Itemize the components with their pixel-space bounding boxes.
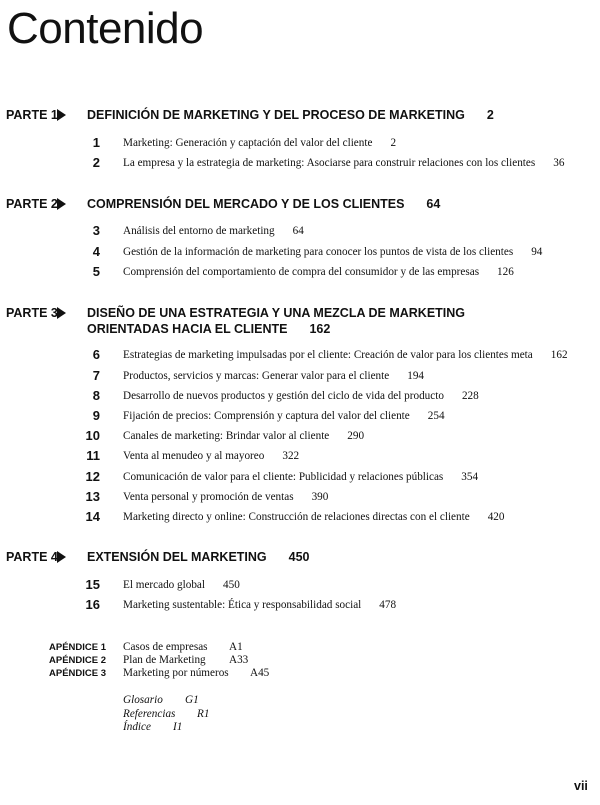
appendix-label: APÉNDICE 1 <box>49 642 107 653</box>
chapter-title: Estrategias de marketing impulsadas por el cliente: Creación de valor para los clientes meta 162 <box>123 349 568 361</box>
toc-entry <box>0 155 600 171</box>
part-title: DISEÑO DE UNA ESTRATEGIA Y UNA MEZCLA DE MARKETING ORIENTADAS HACIA EL CLIENTE 162 <box>87 306 466 336</box>
toc-entry <box>0 489 600 505</box>
back-matter-title: Índice <box>123 721 151 733</box>
chapter-number: 8 <box>92 388 100 403</box>
chapter-number: 13 <box>85 489 100 504</box>
part-title: DEFINICIÓN DE MARKETING Y DEL PROCESO DE MARKETING 2 <box>87 108 494 122</box>
toc-entry <box>0 597 600 613</box>
chapter-number: 5 <box>92 264 100 279</box>
chapter-title: Comprensión del comportamiento de compra del consumidor y de las empresas 126 <box>123 266 514 278</box>
chapter-title: Productos, servicios y marcas: Generar valor para el cliente 194 <box>123 370 424 382</box>
chapter-number: 16 <box>85 597 100 612</box>
chapter-number: 15 <box>85 577 100 592</box>
back-matter-entry <box>123 720 183 734</box>
chapter-page: 228 <box>461 390 479 402</box>
part-label: PARTE 1 <box>6 108 58 122</box>
chapter-title: Análisis del entorno de marketing 64 <box>123 225 304 237</box>
chapter-number: 12 <box>85 469 100 484</box>
triangle-arrow-icon <box>57 198 66 210</box>
toc-entry <box>0 448 600 464</box>
toc-entry <box>0 264 600 280</box>
part-label: PARTE 3 <box>6 306 58 320</box>
chapter-number: 10 <box>85 428 100 443</box>
part-title: COMPRENSIÓN DEL MERCADO Y DE LOS CLIENTES 64 <box>87 197 441 211</box>
toc-entry <box>0 428 600 444</box>
chapter-page: 126 <box>497 266 514 278</box>
appendix-label: APÉNDICE 3 <box>49 668 107 679</box>
chapter-page: 420 <box>487 511 505 523</box>
part-label: PARTE 2 <box>6 197 58 211</box>
back-matter-entry <box>123 707 210 721</box>
back-matter-page: R1 <box>197 708 210 720</box>
chapter-number: 4 <box>92 244 100 259</box>
chapter-page: 162 <box>550 349 568 361</box>
chapter-title: Marketing sustentable: Ética y responsabilidad social 478 <box>123 599 397 611</box>
chapter-page: 36 <box>553 157 565 169</box>
back-matter-entry <box>123 693 199 707</box>
chapter-title: Marketing directo y online: Construcción de relaciones directas con el cliente 420 <box>123 511 505 523</box>
chapter-page: 2 <box>390 137 397 149</box>
appendix-title: Marketing por números <box>123 667 229 679</box>
chapter-page: 194 <box>407 370 424 382</box>
appendix-page: A33 <box>229 654 249 666</box>
chapter-page: 450 <box>223 579 240 591</box>
chapter-title: Venta personal y promoción de ventas 390 <box>123 491 329 503</box>
chapter-number: 14 <box>85 509 100 524</box>
appendix-entry <box>0 666 600 682</box>
chapter-page: 478 <box>379 599 397 611</box>
part-page: 450 <box>288 550 310 564</box>
appendix-title: Plan de Marketing <box>123 654 206 666</box>
appendix-title: Casos de empresas <box>123 641 208 653</box>
toc-entry <box>0 469 600 485</box>
toc-entry <box>0 347 600 363</box>
toc-entry <box>0 408 600 424</box>
chapter-page: 64 <box>292 225 304 237</box>
part-title: EXTENSIÓN DEL MARKETING 450 <box>87 550 310 564</box>
chapter-title: Canales de marketing: Brindar valor al cliente 290 <box>123 430 365 442</box>
chapter-page: 354 <box>461 471 479 483</box>
part-page: 64 <box>426 197 441 211</box>
back-matter-title: Referencias <box>123 708 176 720</box>
part-label: PARTE 4 <box>6 550 58 564</box>
toc-entry <box>0 368 600 384</box>
appendix-page: A45 <box>250 667 270 679</box>
chapter-page: 322 <box>282 450 300 462</box>
chapter-number: 3 <box>92 223 100 238</box>
chapter-title: Comunicación de valor para el cliente: Publicidad y relaciones públicas 354 <box>123 471 479 483</box>
chapter-page: 290 <box>347 430 365 442</box>
chapter-page: 94 <box>531 246 543 258</box>
toc-entry <box>0 223 600 239</box>
back-matter-page: G1 <box>185 694 199 706</box>
toc-entry <box>0 135 600 151</box>
chapter-title: Desarrollo de nuevos productos y gestión del ciclo de vida del producto 228 <box>123 390 479 402</box>
toc-entry <box>0 577 600 593</box>
triangle-arrow-icon <box>57 307 66 319</box>
triangle-arrow-icon <box>57 109 66 121</box>
chapter-title: El mercado global 450 <box>123 579 240 591</box>
chapter-title: Gestión de la información de marketing para conocer los puntos de vista de los clientes 94 <box>123 246 543 258</box>
page-folio: vii <box>574 779 588 793</box>
appendix-page: A1 <box>229 641 243 653</box>
chapter-page: 254 <box>427 410 445 422</box>
chapter-title: Fijación de precios: Comprensión y captura del valor del cliente 254 <box>123 410 445 422</box>
chapter-title: Marketing: Generación y captación del valor del cliente 2 <box>123 137 397 149</box>
part-page: 2 <box>486 108 494 122</box>
triangle-arrow-icon <box>57 551 66 563</box>
part-page: 162 <box>309 322 331 336</box>
chapter-number: 1 <box>92 135 100 150</box>
toc-entry <box>0 388 600 404</box>
chapter-number: 7 <box>92 368 100 383</box>
chapter-number: 2 <box>92 155 100 170</box>
chapter-title: Venta al menudeo y al mayoreo 322 <box>123 450 300 462</box>
toc-entry <box>0 509 600 525</box>
back-matter-page: I1 <box>173 721 183 733</box>
chapter-title: La empresa y la estrategia de marketing: Asociarse para construir relaciones con los clientes 36 <box>123 157 565 169</box>
page-title: Contenido <box>7 4 204 53</box>
back-matter-title: Glosario <box>123 694 163 706</box>
chapter-page: 390 <box>311 491 329 503</box>
toc-entry <box>0 244 600 260</box>
chapter-number: 11 <box>86 448 100 463</box>
chapter-number: 9 <box>92 408 100 423</box>
appendix-label: APÉNDICE 2 <box>49 655 107 666</box>
chapter-number: 6 <box>92 347 100 362</box>
